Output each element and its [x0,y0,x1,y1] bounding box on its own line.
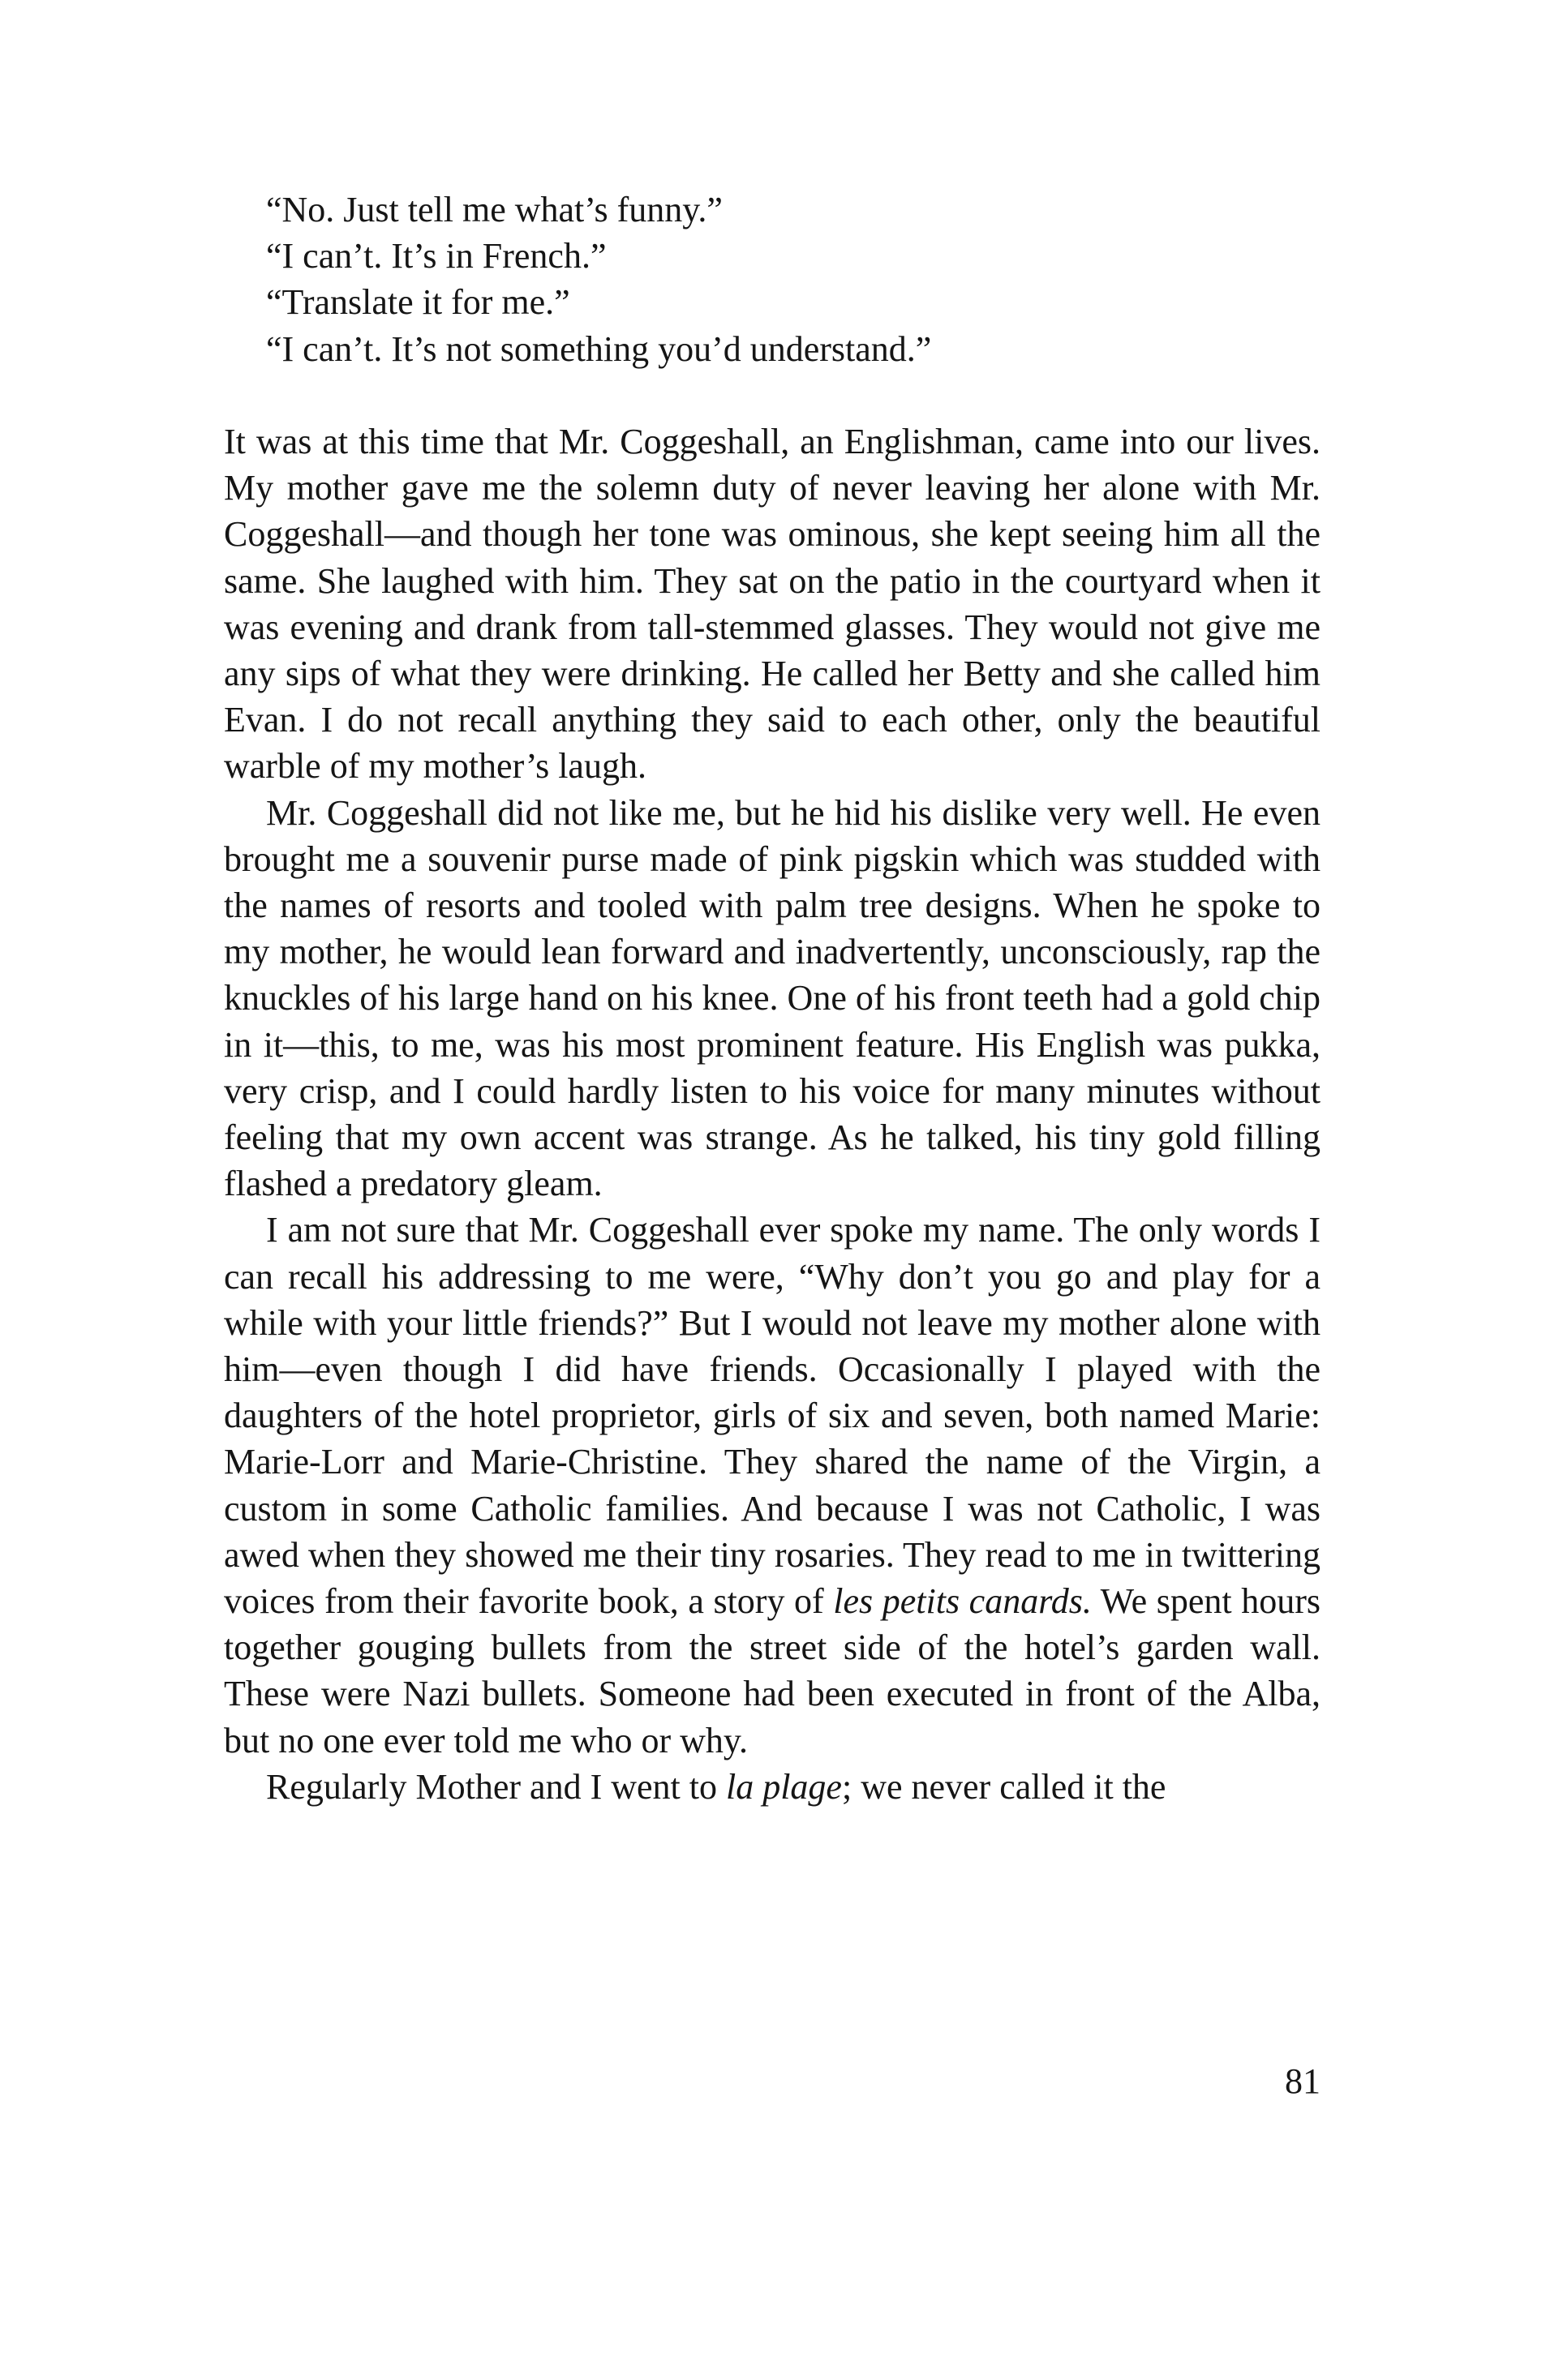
dialogue-line: “I can’t. It’s not something you’d understand.” [266,328,932,369]
paragraph-la-plage [224,1764,1321,1810]
dialogue-line: “Translate it for me.” [266,282,570,323]
page-number: 81 [1285,2061,1321,2101]
italic-phrase: les petits canards. [833,1581,1092,1622]
page-body-text [224,187,1321,1810]
section-break [224,372,1321,418]
paragraph-text: We spent hours together gouging bullets from the street side of the hotel’s garden wall. These were Nazi bullets. Someone had been executed in front of the Alba, but no one ever told me who or why. [224,1581,1321,1760]
paragraph-coggeshall-dislike: Mr. Coggeshall did not like me, but he hid his dislike very well. He even brought me a souvenir purse made of pink pigskin which was studded with the names of resorts and tooled with palm tree designs. When he spoke to my mother, he would lean forward and inadvertently, unconsciously, rap the knuckles of his large hand on his knee. One of his front teeth had a gold chip in it—this, to me, was his most prominent feature. His English was pukka, very crisp, and I could hardly listen to his voice for many minutes without feeling that my own accent was strange. As he talked, his tiny gold filling flashed a predatory gleam. [224,792,1321,1204]
italic-phrase: la plage [725,1766,842,1807]
paragraph-marie-daughters [224,1207,1321,1763]
dialogue-block [224,187,1321,372]
paragraph-text: ; we never called it the [841,1766,1166,1807]
dialogue-line: “I can’t. It’s in French.” [266,236,607,277]
dialogue-line: “No. Just tell me what’s funny.” [266,190,723,229]
paragraph-coggeshall-intro: It was at this time that Mr. Coggeshall, an Englishman, came into our lives. My mother gave me the solemn duty of never leaving her alone with Mr. Coggeshall—and though her tone was ominous, she kept seeing him all the same. She laughed with him. They sat on the patio in the courtyard when it was evening and drank from tall-stemmed glasses. They would not give me any sips of what they were drinking. He called her Betty and she called him Evan. I do not recall anything they said to each other, only the beautiful warble of my mother’s laugh. [224,422,1321,787]
paragraph-text: Regularly Mother and I went to [266,1766,726,1807]
paragraph-text: I am not sure that Mr. Coggeshall ever spoke my name. The only words I can recall his addressing to me were, “Why don’t you go and play for a while with your little friends?” But I would not leave my mother alone with him—even though I did have friends. Occasionally I played with the daughters of the hotel proprietor, girls of six and seven, both named Marie: Marie-Lorr and Marie-Christine. They shared the name of the Virgin, a custom in some Catholic families. And because I was not Catholic, I was awed when they showed me their tiny rosaries. They read to me in twittering voices from their favorite book, a story of [224,1210,1321,1622]
